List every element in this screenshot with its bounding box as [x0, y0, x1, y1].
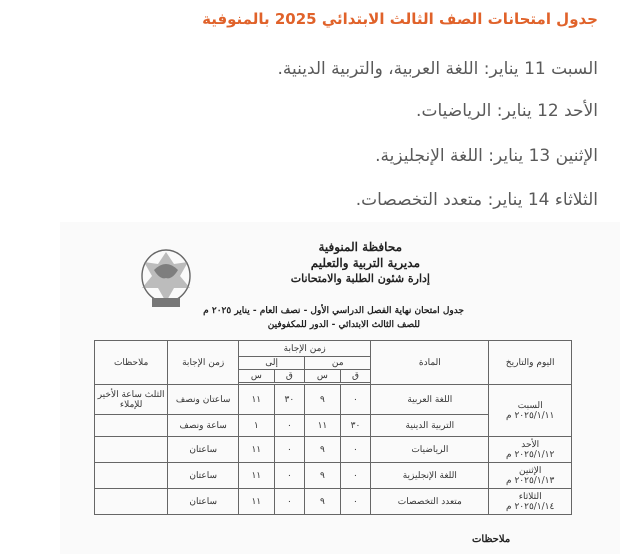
notes-cell [95, 415, 168, 437]
doc-header-directorate: مديرية التربية والتعليم [310, 256, 420, 270]
notes-cell [95, 489, 168, 515]
subject-cell: الرياضيات [371, 437, 489, 463]
from-q-cell: ٣٠ [340, 415, 371, 437]
table-row [95, 437, 572, 463]
from-q-cell: ٠ [340, 463, 371, 489]
header-notes: ملاحظات [95, 341, 168, 385]
to-q-cell: ٠ [274, 463, 305, 489]
duration-cell: ساعتان [168, 489, 239, 515]
from-s-cell: ١١ [305, 415, 340, 437]
from-q-cell: ٠ [340, 437, 371, 463]
day-date: ٢٠٢٥/١/١١ م [506, 410, 555, 421]
header-answer-time: زمن الإجابة [239, 341, 371, 357]
from-q-cell: ٠ [340, 385, 371, 415]
subject-cell: اللغة العربية [371, 385, 489, 415]
schedule-line-monday: الإثنين 13 يناير: اللغة الإنجليزية. [375, 146, 598, 166]
day-date: ٢٠٢٥/١/١٢ م [506, 449, 555, 460]
doc-footnote: ملاحظات [472, 534, 511, 545]
from-s-cell: ٩ [305, 385, 340, 415]
header-to-s: س [239, 370, 274, 383]
day-cell [489, 463, 572, 489]
day-date: ٢٠٢٥/١/١٤ م [506, 501, 555, 512]
subject-cell: التربية الدينية [371, 415, 489, 437]
table-row [95, 385, 572, 415]
doc-header-governorate: محافظة المنوفية [318, 240, 402, 254]
to-s-cell: ١١ [239, 437, 274, 463]
duration-cell: ساعتان [168, 437, 239, 463]
day-name: السبت [517, 400, 543, 411]
header-duration: زمن الإجابة [168, 341, 239, 385]
to-s-cell: ١١ [239, 385, 274, 415]
to-s-cell: ١١ [239, 489, 274, 515]
doc-table-title: جدول امتحان نهاية الفصل الدراسي الأول - نصف العام - يناير ٢٠٢٥ م [203, 306, 464, 316]
day-cell [489, 385, 572, 437]
header-to-q: ق [274, 370, 305, 383]
to-q-cell: ٣٠ [274, 385, 305, 415]
duration-cell: ساعتان ونصف [168, 385, 239, 415]
duration-cell: ساعة ونصف [168, 415, 239, 437]
exam-schedule-table [94, 340, 572, 515]
table-row [95, 463, 572, 489]
day-cell [489, 489, 572, 515]
to-s-cell: ١١ [239, 463, 274, 489]
header-day-date: اليوم والتاريخ [489, 341, 572, 385]
from-s-cell: ٩ [305, 489, 340, 515]
table-row [95, 489, 572, 515]
notes-cell [95, 463, 168, 489]
doc-table-subtitle: للصف الثالث الابتدائي - الدور للمكفوفين [267, 320, 420, 330]
day-name: الأحد [521, 439, 540, 450]
day-name: الإثنين [518, 465, 542, 476]
day-cell [489, 437, 572, 463]
scanned-exam-document [60, 222, 620, 554]
header-from-s: س [305, 370, 340, 383]
from-s-cell: ٩ [305, 437, 340, 463]
from-s-cell: ٩ [305, 463, 340, 489]
governorate-emblem-icon [130, 244, 202, 310]
from-q-cell: ٠ [340, 489, 371, 515]
notes-cell: الثلث ساعة الأخير للإملاء [95, 385, 168, 415]
day-date: ٢٠٢٥/١/١٣ م [506, 475, 555, 486]
header-from-q: ق [340, 370, 371, 383]
schedule-line-saturday: السبت 11 يناير: اللغة العربية، والتربية الدينية. [277, 59, 598, 79]
schedule-line-tuesday: الثلاثاء 14 يناير: متعدد التخصصات. [355, 190, 598, 210]
notes-cell [95, 437, 168, 463]
day-name: الثلاثاء [518, 491, 542, 502]
header-to: إلى [239, 357, 305, 370]
to-q-cell: ٠ [274, 489, 305, 515]
header-subject: المادة [371, 341, 489, 385]
duration-cell: ساعتان [168, 463, 239, 489]
article-title: جدول امتحانات الصف الثالث الابتدائي 2025 بالمنوفية [202, 10, 598, 28]
to-s-cell: ١ [239, 415, 274, 437]
subject-cell: اللغة الإنجليزية [371, 463, 489, 489]
to-q-cell: ٠ [274, 437, 305, 463]
subject-cell: متعدد التخصصات [371, 489, 489, 515]
doc-header-administration: إدارة شئون الطلبة والامتحانات [290, 272, 430, 285]
to-q-cell: ٠ [274, 415, 305, 437]
header-from: من [305, 357, 371, 370]
schedule-line-sunday: الأحد 12 يناير: الرياضيات. [416, 101, 598, 121]
